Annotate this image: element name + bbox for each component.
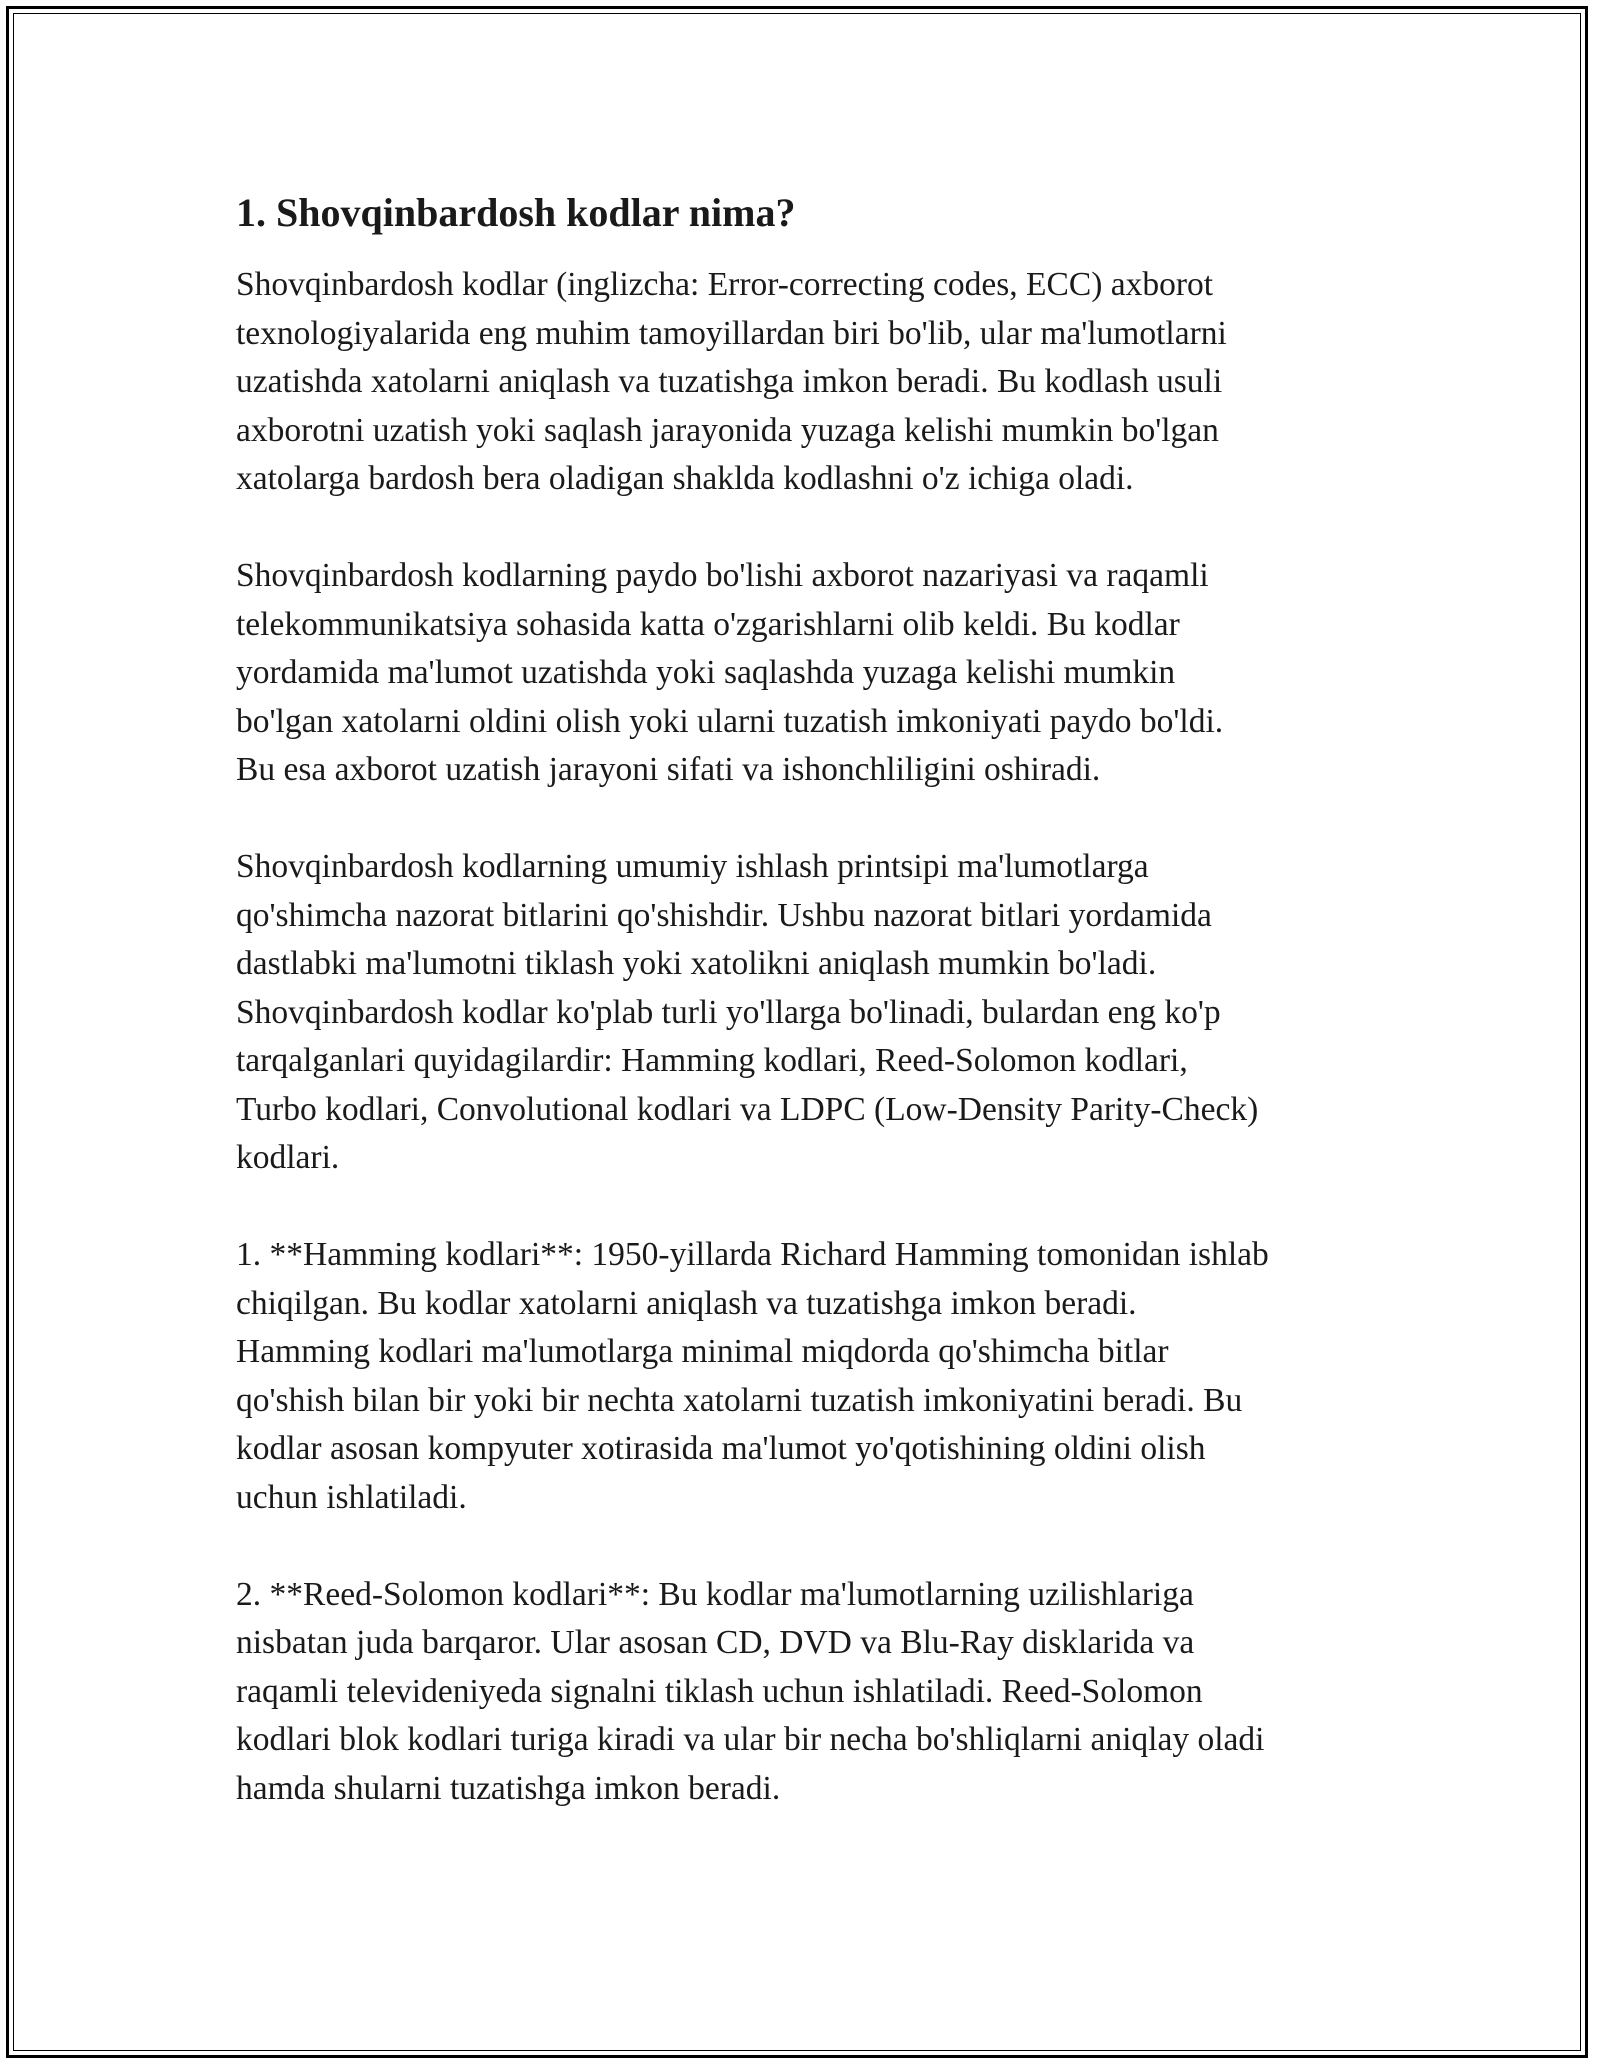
paragraph-intro: Shovqinbardosh kodlar (inglizcha: Error-correcting codes, ECC) axborot texnologiyalarida eng muhim tamoyillardan biri bo'lib, ular ma'lumotlarni uzatishda xatolarni aniqlash va tuzatishga imkon beradi. Bu kodlash usuli axborotni uzatish yoki saqlash jarayonida yuzaga kelishi mumkin bo'lgan xatolarga bardosh bera oladigan shaklda kodlashni o'z ichiga oladi. [236, 266, 1227, 497]
paragraph-principle: Shovqinbardosh kodlarning umumiy ishlash printsipi ma'lumotlarga qo'shimcha nazorat bitlarini qo'shishdir. Ushbu nazorat bitlari yordamida dastlabki ma'lumotni tiklash yoki xatolikni aniqlash mumkin bo'ladi. Shovqinbardosh kodlar ko'plab turli yo'llarga bo'linadi, bulardan eng ko'p tarqalganlari quyidagilardir: Hamming kodlari, Reed-Solomon kodlari, Turbo kodlari, Convolutional kodlari va LDPC (Low-Density Parity-Check) kodlari. [236, 848, 1259, 1176]
document-title: 1. Shovqinbardosh kodlar nima? [236, 190, 796, 235]
paragraph-reed-solomon: 2. **Reed-Solomon kodlari**: Bu kodlar ma'lumotlarning uzilishlariga nisbatan juda barqaror. Ular asosan CD, DVD va Blu-Ray disklarida va raqamli televideniyeda signalni tiklash uchun ishlatiladi. Reed-Solomon kodlari blok kodlari turiga kiradi va ular bir necha bo'shliqlarni aniqlay oladi hamda shularni tuzatishga imkon beradi. [236, 1575, 1265, 1807]
paragraph-history: Shovqinbardosh kodlarning paydo bo'lishi axborot nazariyasi va raqamli telekommunikatsiya sohasida katta o'zgarishlarni olib keldi. Bu kodlar yordamida ma'lumot uzatishda yoki saqlashda yuzaga kelishi mumkin bo'lgan xatolarni oldini olish yoki ularni tuzatish imkoniyati paydo bo'ldi. Bu esa axborot uzatish jarayoni sifati va ishonchliligini oshiradi. [236, 557, 1224, 788]
document-body [236, 185, 1376, 1862]
paragraph-hamming: 1. **Hamming kodlari**: 1950-yillarda Richard Hamming tomonidan ishlab chiqilgan. Bu kodlar xatolarni aniqlash va tuzatishga imkon beradi. Hamming kodlari ma'lumotlarga minimal miqdorda qo'shimcha bitlar qo'shish bilan bir yoki bir nechta xatolarni tuzatish imkoniyatini beradi. Bu kodlar asosan kompyuter xotirasida ma'lumot yo'qotishining oldini olish uchun ishlatiladi. [236, 1236, 1269, 1516]
